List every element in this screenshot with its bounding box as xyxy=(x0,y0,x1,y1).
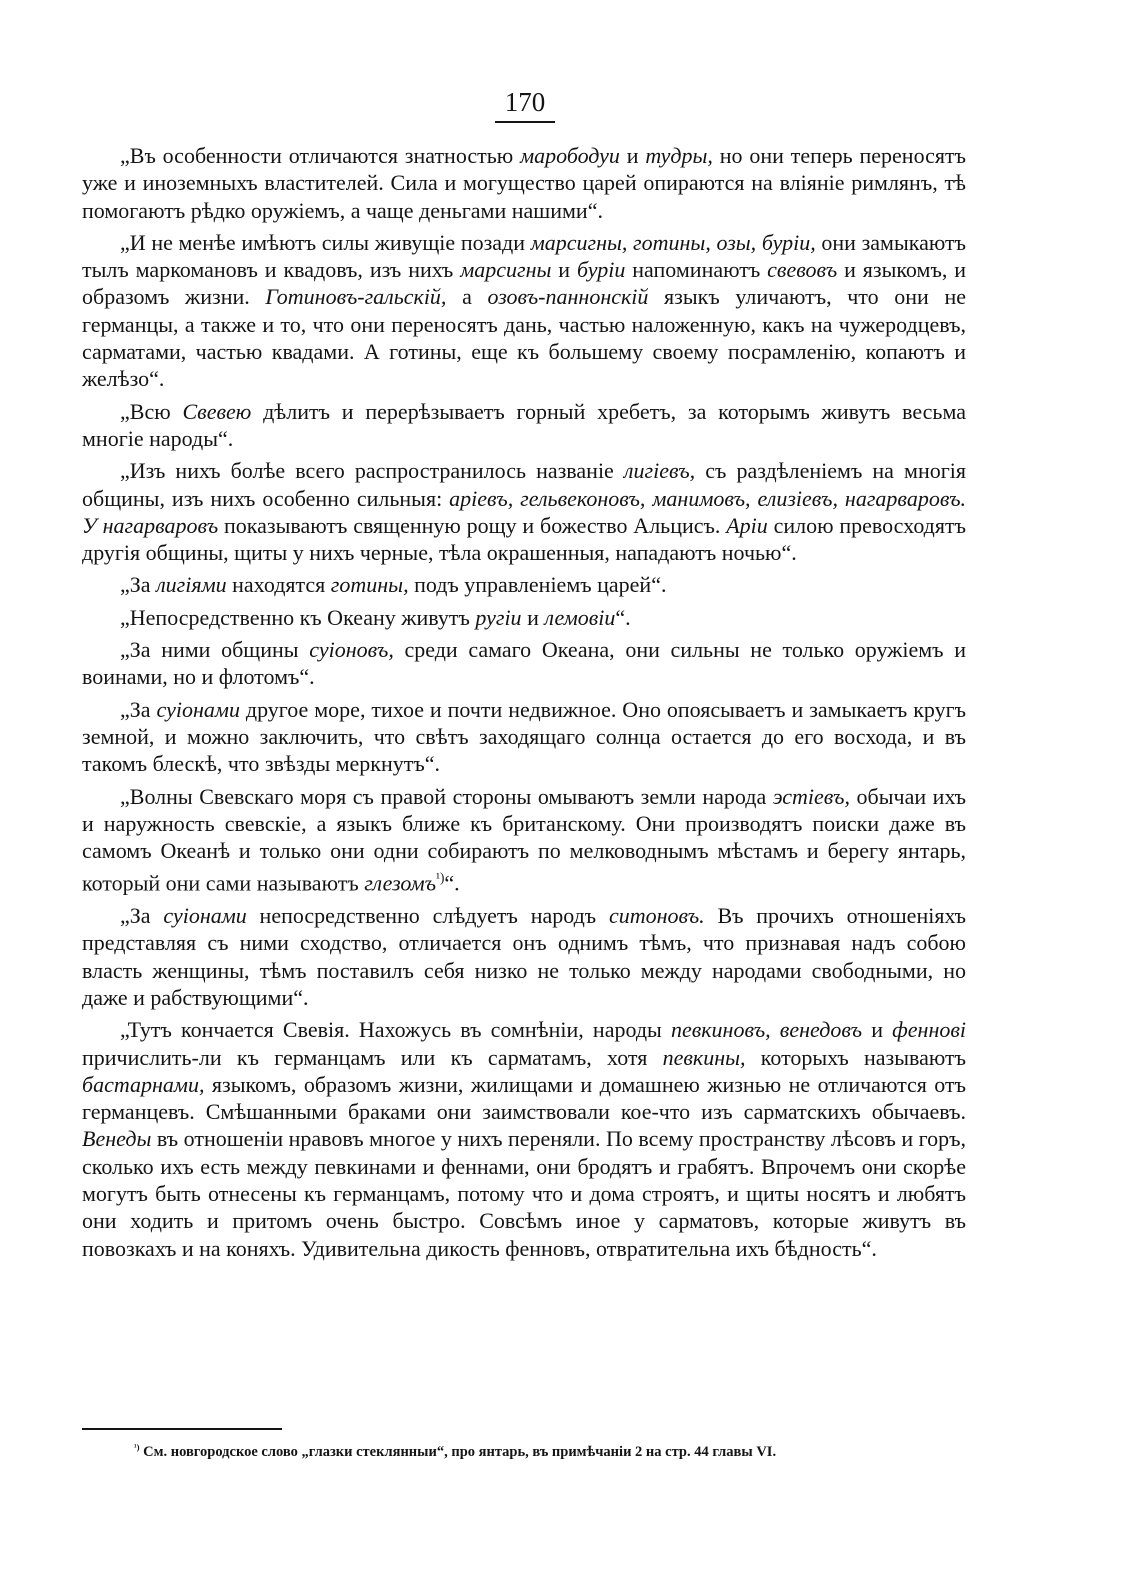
italic-term: певкиновъ, венедовъ xyxy=(670,1017,863,1043)
text-run: „Изъ нихъ болѣе всего распространилось названіе xyxy=(120,458,624,484)
italic-term: готины, xyxy=(330,572,409,598)
italic-term: Аріи xyxy=(726,512,768,538)
italic-term: Венеды xyxy=(82,1126,152,1152)
text-run: „Тутъ кончается Свевія. Нахожусь въ сомнѣніи, народы xyxy=(120,1017,671,1043)
italic-term: эстіевъ, xyxy=(772,783,850,809)
paragraph xyxy=(82,604,966,631)
italic-term: суіонами xyxy=(163,903,247,929)
italic-term: ситоновъ. xyxy=(608,903,705,929)
text-run: среди самаго Океана, они сильны не только оружіемъ и воинами, но и флотомъ“. xyxy=(82,637,966,690)
page-number: 170 xyxy=(504,87,546,117)
italic-term: марсигны, готины, озы, буріи, xyxy=(530,229,816,255)
paragraph xyxy=(82,229,966,393)
footnote-reference: ¹) xyxy=(436,870,445,886)
italic-term: лигіевъ, xyxy=(623,458,696,484)
text-run: и xyxy=(862,1017,893,1043)
text-run: и xyxy=(551,257,577,283)
italic-term: лемовіи xyxy=(544,604,616,630)
text-run: непосредственно слѣдуетъ народъ xyxy=(246,903,609,929)
paragraph xyxy=(82,783,966,898)
text-run: „Волны Свевскаго моря съ правой стороны омываютъ земли народа xyxy=(120,783,773,809)
italic-term: глезомъ xyxy=(364,870,437,896)
italic-term: тудры, xyxy=(645,143,713,168)
italic-term: марсигны xyxy=(460,257,552,283)
text-run: въ отношеніи нравовъ многое у нихъ переняли. По всему пространству лѣсовъ и горъ, сколько ихъ есть между певкинами и феннами, они бродятъ и грабятъ. Впрочемъ они скорѣе могутъ быть отнесены къ германцамъ, потому что и дома строятъ, и щиты носятъ и любятъ они ходить и притомъ очень быстро. Совсѣмъ иное у сарматовъ, которые живутъ въ повозкахъ и на коняхъ. Удивительна дикость фенновъ, отвратительна ихъ бѣдность“. xyxy=(82,1126,966,1261)
text-run: „Непосредственно къ Океану живутъ xyxy=(120,604,476,630)
text-run: „За xyxy=(120,696,157,722)
text-run: напоминаютъ xyxy=(625,257,768,283)
text-run: „Въ особенности отличаются знатностью xyxy=(120,143,521,168)
paragraph xyxy=(82,457,966,566)
paragraph xyxy=(82,398,966,453)
page-number-rule xyxy=(495,121,555,123)
footnote-text: См. новгородское слово „глазки стеклянныи“, про янтарь, въ примѣчаніи 2 на стр. 44 главы VI. xyxy=(139,1443,777,1460)
text-run: и xyxy=(521,604,545,630)
footnote xyxy=(82,1437,966,1463)
paragraph xyxy=(82,571,966,598)
italic-term: Свевею xyxy=(182,398,252,424)
text-run: другое море, тихое и почти недвижное. Оно опоясываетъ и замыкаетъ кругъ земной, и можно заключить, что свѣтъ заходящаго солнца остается до его восхода, и въ такомъ блескѣ, что звѣзды меркнутъ“. xyxy=(82,696,966,777)
italic-term: певкины, xyxy=(662,1044,746,1070)
italic-term: буріи xyxy=(576,257,626,283)
text-run: а xyxy=(446,284,488,310)
text-run: съ раздѣленіемъ на многія общины, изъ нихъ особенно сильныя: xyxy=(82,458,966,511)
text-run: силою превосходятъ другія общины, щиты у нихъ черные, тѣла окрашенныя, нападаютъ ночью“. xyxy=(82,512,966,566)
italic-term: бастарнами, xyxy=(82,1071,205,1097)
italic-term: лигіями xyxy=(156,572,227,598)
paragraph xyxy=(82,142,966,224)
body-text xyxy=(82,142,966,1267)
text-run: они замыкаютъ тылъ маркомановъ и квадовъ, изъ нихъ xyxy=(82,229,966,283)
italic-term: ругіи xyxy=(475,604,522,630)
italic-term: озовъ-паннонскій xyxy=(487,284,649,310)
text-run: языкъ уличаютъ, что они не германцы, а также и то, что они переносятъ дань, частью наложенную, какъ на чужеродцевъ, сарматами, частью квадами. А готины, еще къ большему своему посрамленію, копаютъ и желѣзо“. xyxy=(82,284,966,392)
italic-term: аріевъ, гельвеконовъ, манимовъ, елизіевъ, нагарваровъ. У нагарваровъ xyxy=(82,485,966,538)
text-run: находятся xyxy=(226,572,331,598)
italic-term: марободуи xyxy=(520,143,620,168)
text-run: которыхъ называютъ xyxy=(745,1044,966,1070)
text-run: „Всю xyxy=(120,398,183,424)
footnote-rule xyxy=(82,1428,282,1430)
text-run: Въ прочихъ отношеніяхъ представляя съ ними сходство, отличается онъ однимъ тѣмъ, что признавая надъ собою власть женщины, тѣмъ поставилъ себя низко не только между народами свободными, но даже и рабствующими“. xyxy=(82,903,966,1010)
text-run: „За xyxy=(120,903,164,929)
italic-term: суіонами xyxy=(156,696,240,722)
text-run: и xyxy=(619,143,646,168)
text-run: „За xyxy=(120,572,157,598)
text-run: подъ управленіемъ царей“. xyxy=(408,572,667,598)
italic-term: феннові xyxy=(892,1017,967,1043)
text-run: „За ними общины xyxy=(120,637,310,663)
paragraph xyxy=(82,1016,966,1262)
text-run: причислить-ли къ германцамъ или къ сарматамъ, хотя xyxy=(82,1044,663,1070)
paragraph xyxy=(82,902,966,1011)
text-run: и языкомъ, и образомъ жизни. xyxy=(82,257,966,310)
text-run: обычаи ихъ и наружность свевскіе, а языкъ ближе къ британскому. Они производятъ поиски даже въ самомъ Океанѣ и только они одни собираютъ по мелководнымъ мѣстамъ и берегу янтарь, который они сами называютъ xyxy=(82,783,966,896)
text-run: но они теперь переносятъ уже и иноземныхъ властителей. Сила и могущество царей опираются на вліяніе римлянъ, тѣ помогаютъ рѣдко оружіемъ, а чаще деньгами нашими“. xyxy=(82,143,966,223)
text-run: “. xyxy=(444,870,460,896)
italic-term: Готиновъ-гальскій, xyxy=(265,284,447,310)
text-run: “. xyxy=(615,604,631,630)
paragraph xyxy=(82,696,966,778)
text-run: дѣлитъ и перерѣзываетъ горный хребетъ, за которымъ живутъ весьма многіе народы“. xyxy=(82,398,966,451)
footnote-marker: ¹) xyxy=(134,1442,140,1452)
text-run: „И не менѣе имѣютъ силы живущіе позади xyxy=(120,229,531,255)
text-run: языкомъ, образомъ жизни, жилищами и домашнею жизнью не отличаются отъ германцевъ. Смѣшанными браками они заимствовали кое-что изъ сарматскихъ обычаевъ. xyxy=(82,1071,966,1125)
italic-term: свевовъ xyxy=(767,257,838,283)
paragraph xyxy=(82,636,966,691)
italic-term: суіоновъ, xyxy=(309,637,394,663)
text-run: показываютъ священную рощу и божество Альцисъ. xyxy=(218,512,727,538)
